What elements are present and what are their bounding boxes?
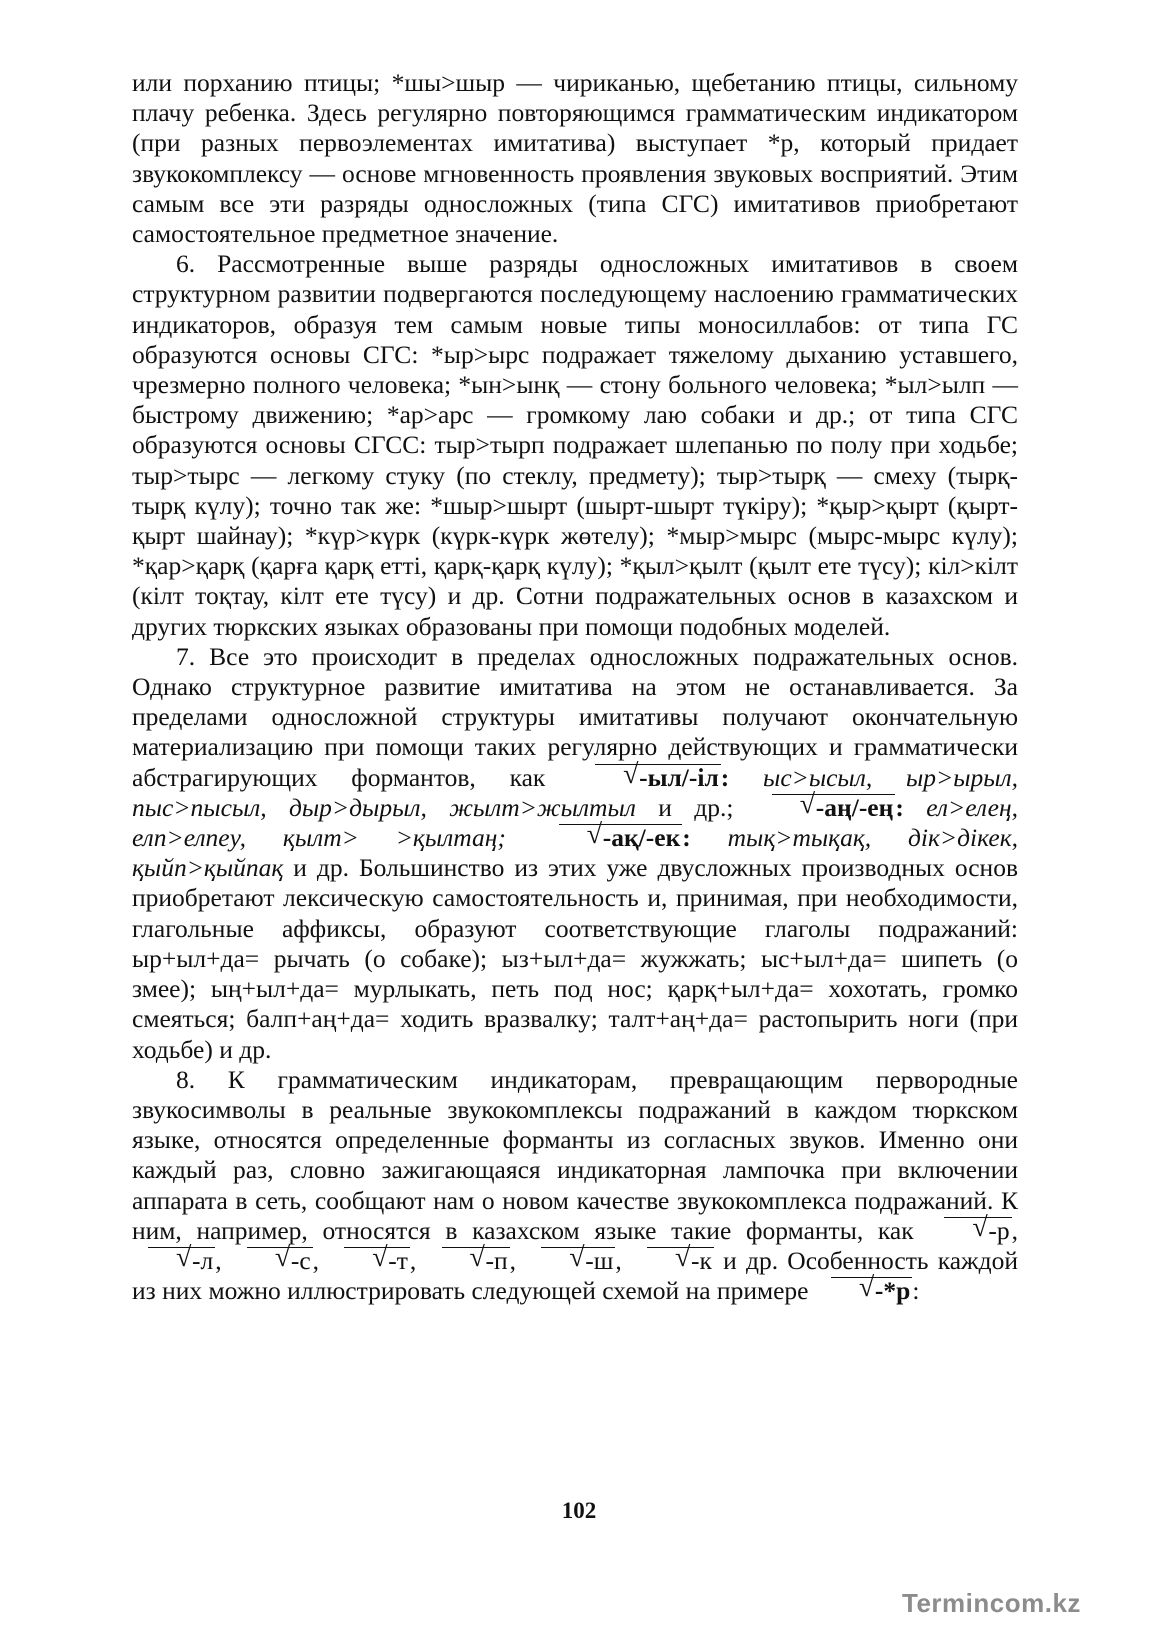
text-run: , xyxy=(215,1245,231,1275)
paragraph-7 xyxy=(132,642,1018,1065)
text-run: : xyxy=(895,792,927,822)
paragraph-6: 6. Рассмотренные выше разряды односложных имитативов в своем структурном развитии подвергаются последующему наслоению грамматических индикаторов, образуя тем самым новые типы моносиллабов: от типа ГС образуются основы СГС: *ыр>ырс подражает тяжелому дыханию уставшего, чрезмерно полного человека; *ын>ынқ — стону больного человека; *ыл>ылп — быстрому движению; *ар>арс — громкому лаю собаки и др.; от типа СГС образуются основы СГСС: тыр>тырп подражает шлепанью по полу при ходьбе; тыр>тырс — легкому стуку (по стеклу, предмету); тыр>тырқ — смеху (тырқ-тырқ күлу); точно так же: *шыр>шырт (шырт-шырт түкіру); *қыр>қырт (қырт-қырт шайнау); *күр>күрк (күрк-күрк жөтелу); *мыр>мырс (мырс-мырс күлу); *қар>қарқ (қарға қарқ етті, қарқ-қарқ күлу); *қыл>қылт (қылт ете түсу); кіл>кілт (кілт тоқтау, кілт ете түсу) и др. Сотни подражательных основ в казахском и других тюркских языках образованы при помощи подобных моделей. xyxy=(132,249,1018,641)
text-run: , xyxy=(615,1245,631,1275)
text-run: и др. Особенность каждой из них можно иллюстрировать следующей схемой на примере xyxy=(132,1245,1019,1306)
text-run: 7. Все это происходит в пределах односложных подражательных основ. Однако структурное развитие имитатива на этом не останавливается. За пределами односложной структуры имитативы получают окончательную материализацию при помощи таких регулярно действующих и грамматически абстрагирующих формантов, как xyxy=(132,641,1018,792)
paragraph-8 xyxy=(132,1065,1018,1307)
radical-formant: √ -л xyxy=(148,1247,215,1274)
text-run: : xyxy=(912,1276,920,1306)
page-number: 102 xyxy=(561,1498,597,1523)
radical-formant: √ -ақ/-ек xyxy=(559,824,683,851)
text-run: , xyxy=(312,1245,329,1275)
page-text xyxy=(132,68,1018,1306)
watermark-logo xyxy=(902,1588,1122,1628)
text-run xyxy=(506,823,543,852)
text-run: , xyxy=(509,1245,526,1275)
radical-formant: √ -к xyxy=(647,1247,714,1274)
text-run: : xyxy=(682,823,728,853)
radical-formant: √ -р xyxy=(944,1217,1011,1244)
radical-formant: √ -п xyxy=(442,1247,510,1274)
text-run: 8. К грамматическим индикаторам, превращающим первородные звукосимволы в реальные звукокомплексы подражаний в каждом тюркском языке, относятся определенные форманты из согласных звуков. Именно они каждый раз, словно зажигающаяся индикаторная лампочка при включении аппарата в сеть, сообщают нам о новом качестве звукокомплекса подражаний. К ним, например, относятся в казахском языке такие форманты, как xyxy=(132,1064,1018,1245)
radical-formant: √ -т xyxy=(344,1247,410,1274)
example-run: тық>тықақ, дік>дікек, қыйп>қыйпақ xyxy=(132,823,1019,883)
radical-formant: √ -ыл/-іл xyxy=(595,764,721,791)
radical-formant: √ -*р xyxy=(831,1277,912,1304)
watermark-text: Termincom.kz xyxy=(902,1588,1081,1618)
example-run: ел>елең, елп>елпеу, қылт> >қылтаң; xyxy=(132,792,1018,853)
paragraph-1: или порханию птицы; *шы>шыр — чириканью, щебетанию птицы, сильному плачу ребенка. Здесь регулярно повторяющимся грамматическим индикатором (при разных первоэлементах имитатива) выступает *р, который придает звукокомплексу — основе мгновенность проявления звуковых восприятий. Этим самым все эти разряды односложных (типа СГС) имитативов приобретают самостоятельное предметное значение. xyxy=(132,68,1018,249)
radical-formant: √ -аң/-ең xyxy=(772,794,896,821)
text-run: и др. Большинство из этих уже двусложных производных основ приобретают лексическую самостоятельность и, принимая, при необходимости, глагольные аффиксы, образуют соответствующие глаголы подражаний: ыр+ыл+да= рычать (о собаке); ыз+ыл+да= жужжать; ыс+ыл+да= шипеть (о змее); ың+ыл+да= мурлыкать, петь под нос; қарқ+ыл+да= хохотать, громко смеяться; балп+аң+да= ходить вразвалку; талт+аң+да= растопырить ноги (при ходьбе) и др. xyxy=(132,853,1018,1064)
text-run: и др.; xyxy=(635,792,756,822)
text-run: , xyxy=(409,1245,426,1275)
text-run: , xyxy=(1011,1215,1018,1245)
example-run: ыс>ысыл, ыр>ырыл, пыс>пысыл, дыр>дырыл, жылт>жылтыл xyxy=(132,762,1018,822)
radical-formant: √ -ш xyxy=(541,1247,615,1274)
radical-formant: √ -с xyxy=(247,1247,313,1274)
text-run: : xyxy=(720,762,764,792)
